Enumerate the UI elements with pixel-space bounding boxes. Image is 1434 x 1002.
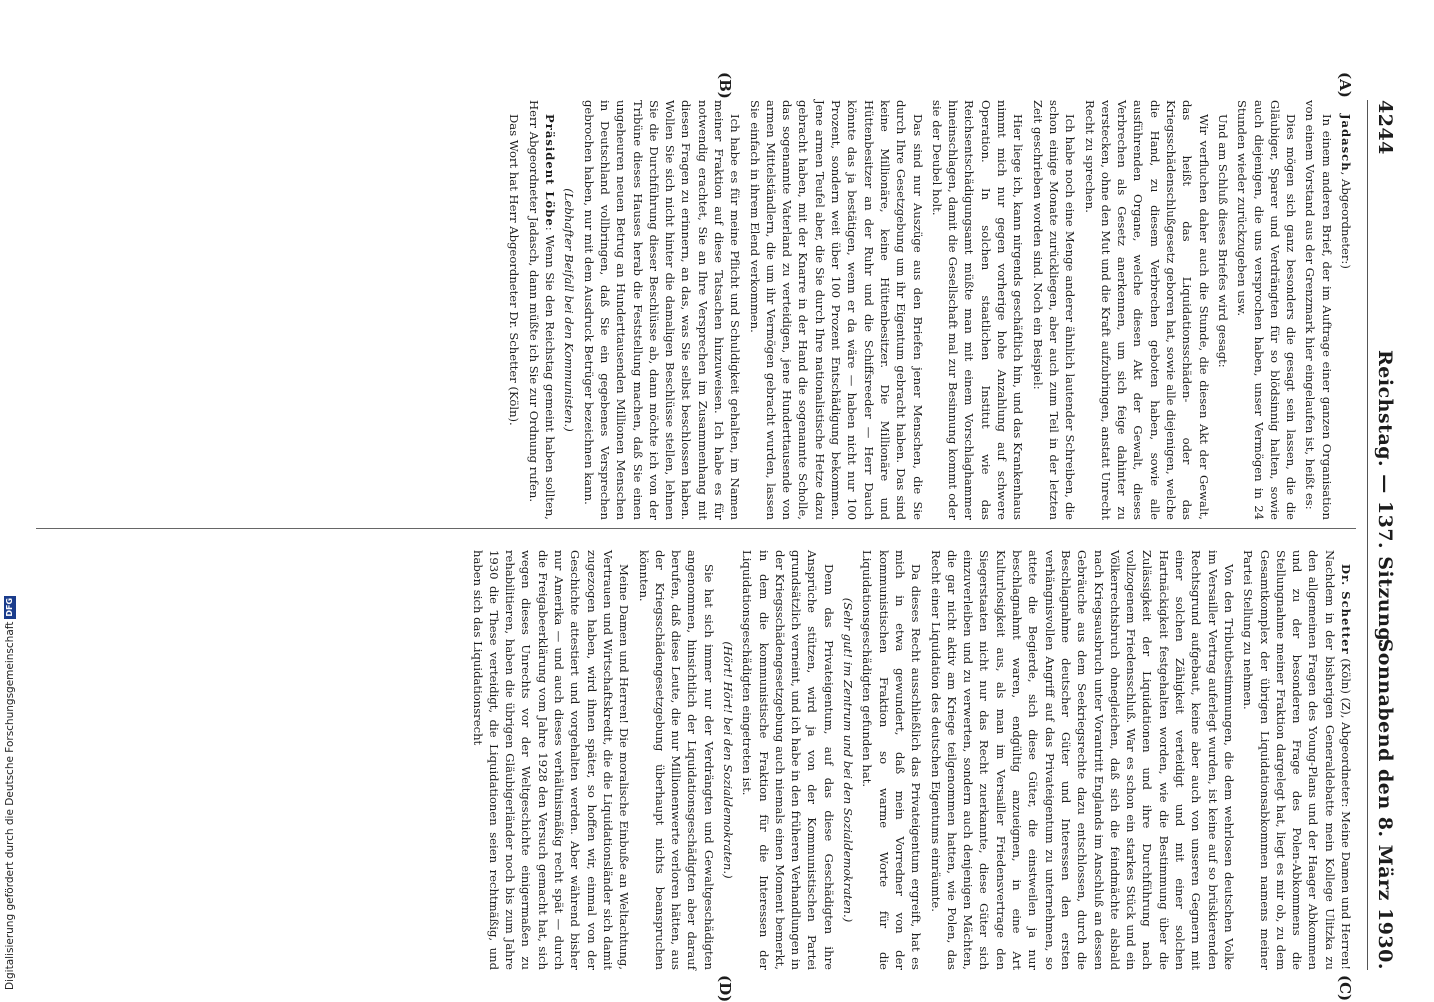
right-column — [466, 550, 1354, 970]
column-divider — [36, 528, 1356, 529]
left-column — [503, 100, 1354, 520]
speaker-paragraph — [525, 100, 558, 520]
paragraph: Das sind nur Auszüge aus den Briefen jener Menschen, die Sie durch Ihre Gesetzgebung um ihr Eigentum gebracht haben. Das sind keine Millionäre, keine Hüttenbesitzer. Die Millionäre und Hüttenbesitzer an der Ruhr und die Schiffsreeder — Herr Dauch könnte das ja bestätigen, wenn er da wäre — haben nicht nur 100 Prozent, sondern weit über 100 Prozent Entschädigung bekommen. Jene armen Teufel aber, die Sie durch Ihre nationalistische Hetze dazu gebracht haben, mit der Knarre in der Hand die sogenannte Scholle, das sogenannte Vaterland zu verteidigen, jene Hunderttausende von armen Mittelständlern, die um ihr Vermögen gebracht wurden, lassen Sie einfach in ihrem Elend verkommen. — [747, 100, 925, 520]
margin-mark-c: (C) — [1336, 975, 1354, 1002]
session-date: Sonnabend den 8. März 1930. — [1374, 638, 1396, 970]
paragraph: Wir verfluchen daher auch die Stunde, die diesen Akt der Gewalt, das heißt das Liquidationsschäden- oder das Kriegsschädenschlußgesetz geboren hat, sowie alle diejenigen, welche die Hand, zu diesem Verbrechen geboten haben, sowie alle ausführenden Organe, welche diesen Akt der Gewalt, dieses Verbrechen als Gesetz anerkennen, um sich feige dahinter zu verstecken, ohne den Mut und die Kraft aufzubringen, anstatt Unrecht Recht zu sprechen. — [1082, 100, 1211, 520]
paragraph: Meine Damen und Herren! Die moralische Einbuße an Weltachtung, Vertrauen und Wirtschaftskredit, die die Liquidationsländer sich damit zugezogen haben, wird ihnen später, so hoffen wir, einmal von der Geschichte attestiert und vorgehalten werden. Aber während bisher nur Amerika — und auch dieses verhältnismäßig recht spät — durch die Freigabeerklärung vom Jahre 1928 den Versuch gemacht hat, sich wegen dieses Unrechts vor der Weltgeschichte einigermaßen zu rehabilitieren, haben die übrigen Gläubigerländer noch bis zum Jahre 1930 die These verteidigt, die Liquidationen seien rechtmäßig, und haben sich das Liquidationsrecht — [470, 550, 632, 970]
margin-mark-a: (A) — [1336, 72, 1354, 98]
running-header — [1372, 100, 1396, 970]
paragraph: In einem anderen Brief, der im Auftrage einer ganzen Organisation von einem Vorstand aus der Grenzmark hier eingelaufen ist, heißt es: — [1303, 100, 1334, 520]
dfg-logo: DFG — [5, 597, 14, 617]
speaker-text: , Abgeordneter:) — [1339, 171, 1353, 269]
margin-mark-d: (D) — [716, 975, 734, 1002]
speaker-text: : Wenn Sie den Reichstag gemeint haben sollten, Herr Abgeordneter Jadasch, dann müßte ich Sie zur Ordnung rufen. — [526, 100, 558, 520]
credit-text: Digitalisierung gefördert durch die Deutsche Forschungsgemeinschaft — [4, 621, 16, 990]
paragraph: Und am Schluß dieses Briefes wird gesagt: — [1215, 114, 1230, 368]
paragraph: Das Wort hat Herr Abgeordneter Dr. Schetter (Köln). — [507, 114, 522, 426]
interjection: (Sehr gut! im Zentrum und bei den Sozialdemokraten.) — [841, 597, 856, 923]
header-rule — [1367, 100, 1368, 970]
paragraph: Dies mögen sich ganz besonders die gesagt sein lassen, die die Gläubiger, Sparer und Verdrängten für so blödsinnig halten, sowie auch diejenigen, die uns versprochen haben, unser Vermögen in 24 Stunden wieder zurückzugeben usw. — [1235, 100, 1299, 520]
speaker-name: Präsident Löbe — [543, 114, 558, 227]
digitization-credit — [1, 560, 19, 990]
speaker-name: Dr. Schetter — [1339, 564, 1353, 655]
margin-mark-b: (B) — [716, 72, 734, 99]
paragraph: Denn das Privateigentum, auf das diese Geschädigten ihre Ansprüche stützen, wird ja von der Kommunistischen Partei grundsätzlich verneint, und ich habe in den früheren Verhandlungen in der Kriegsschädengesetzgebung auch niemals einen Moment bemerkt, in dem die kommunistische Fraktion für die Interessen der Liquidationsgeschädigten eingetreten ist. — [740, 550, 836, 970]
paragraph: Ich habe noch eine Menge anderer ähnlich lautender Schreiben, die schon einige Monate zurückliegen, aber auch zum Teil in der letzten Zeit geschrieben worden sind. Noch ein Beispiel: — [1030, 100, 1078, 520]
page-number: 4244 — [1374, 100, 1396, 155]
interjection: (Hört! Hört! bei den Sozialdemokraten.) — [721, 641, 736, 879]
speaker-paragraph — [1240, 550, 1354, 970]
paragraph: Ich habe es für meine Pflicht und Schuldigkeit gehalten, im Namen meiner Fraktion auf diese Tatsachen hinzuweisen. Ich habe es für notwendig erachtet, Sie an Ihre Versprechen im Zusammenhang mit diesen Fragen zu erinnern, an das, was Sie selbst beschlossen haben. Wollen Sie sich nicht hinter die damaligen Beschlüsse stellen, lehnen Sie die Durchführung dieser Beschlüsse ab, dann möchte ich von der Tribüne dieses Hauses herab die Feststellung machen, daß Sie einen ungeheuren neuen Betrug an Hunderttausenden Millionen Menschen in Deutschland vollbringen, daß Sie ein gegebenes Versprechen gebrochen haben, nur mit dem Ausdruck Betrüger bezeichnen kann. — [581, 100, 743, 520]
speaker-name: Jadasch — [1339, 114, 1353, 172]
speaker-text: (Köln) (Z), Abgeordneter: Meine Damen und Herren! Nachdem in der bisherigen Generaldebatte mein Kollege Ulitzka zu den allgemeinen Fragen des Young-Plans und der Haager Abkommen und zu der besonderen Frage des Polen-Abkommens die Stellungnahme meiner Fraktion dargelegt hat, liegt es mir ob, zu dem Gesamtkomplex der übrigen Liquidationsabkommen namens meiner Partei Stellung zu nehmen. — [1241, 550, 1353, 970]
paragraph: Da dieses Recht ausschließlich das Privateigentum ergreift, hat es mich in etwa gewundert, daß mein Vorredner von der kommunistischen Fraktion so warme Worte für die Liquidationsgeschädigten gefunden hat. — [860, 550, 924, 970]
paragraph: Von den Tributbestimmungen, die dem wehrlosen deutschen Volke im Versailler Vertrag auferlegt wurden, ist keine auf so brüskierenden Rechtsgrund aufgebaut, keine aber auch von unseren Gegnern mit einer solchen Zähigkeit verteidigt und mit einer solchen Hartnäckigkeit festgehalten worden, wie die Bestimmung über die Zulässigkeit der Liquidationen und ihre Durchführung nach vollzogenem Friedensschluß. War es schon ein starkes Stück und ein Völkerrechtsbruch ohnegleichen, daß sich die feindmächte alsbald nach Kriegsausbruch unter Vorantritt Englands im Anschluß an dessen Gebräuche aus dem Seekriegsrechte dazu entschlossen, durch die Beschlagnahme deutscher Güter und Interessen den ersten verhängnisvollen Angriff auf das Privateigentum zu unternehmen, so attete die Begierde, sich diese Güter, die einstweilen ja nur beschlagnahmt waren, endgültig anzueignen, in eine Art Kulturlosigkeit aus, als man im Versailler Friedensvertrage den Siegerstaaten nicht nur das Recht zuerkannte, diese Güter sich einzuverleiben und zu verwerten, sondern auch denjenigen Mächten, die gar nicht aktiv am Kriege teilgenommen hatten, wie Polen, das Recht einer Liquidation des deutschen Eigentums einräumte. — [928, 550, 1236, 970]
paragraph: Hier liege ich, kann nirgends geschäftlich hin, und das Krankenhaus nimmt mich nur gegen vorherige hohe Anzahlung auf schwere Operation. In solchen staatlichen Institut wie das Reichsentschädigungsamt müßte man mit einem Vorschlaghammer hineinschlagen, damit die Gesellschaft mal zur Besinnung kommt oder sie der Deubel holt. — [929, 100, 1026, 520]
speaker-paragraph — [1338, 100, 1354, 520]
paragraph: Sie hat sich immer nur der Verdrängten und Gewaltgeschädigten angenommen, hinsichtlich der Liquidationsgeschädigten aber darauf berufen, daß diese Leute, die nur Millionenwerte verloren hätten, aus der Kriegsschädengesetzgebung überhaupt nichts beanspruchen könnten. — [636, 550, 716, 970]
interjection: (Lebhafter Beifall bei den Kommunisten.) — [562, 188, 577, 432]
session-title: Reichstag. — 137. Sitzung. — [1374, 350, 1396, 649]
